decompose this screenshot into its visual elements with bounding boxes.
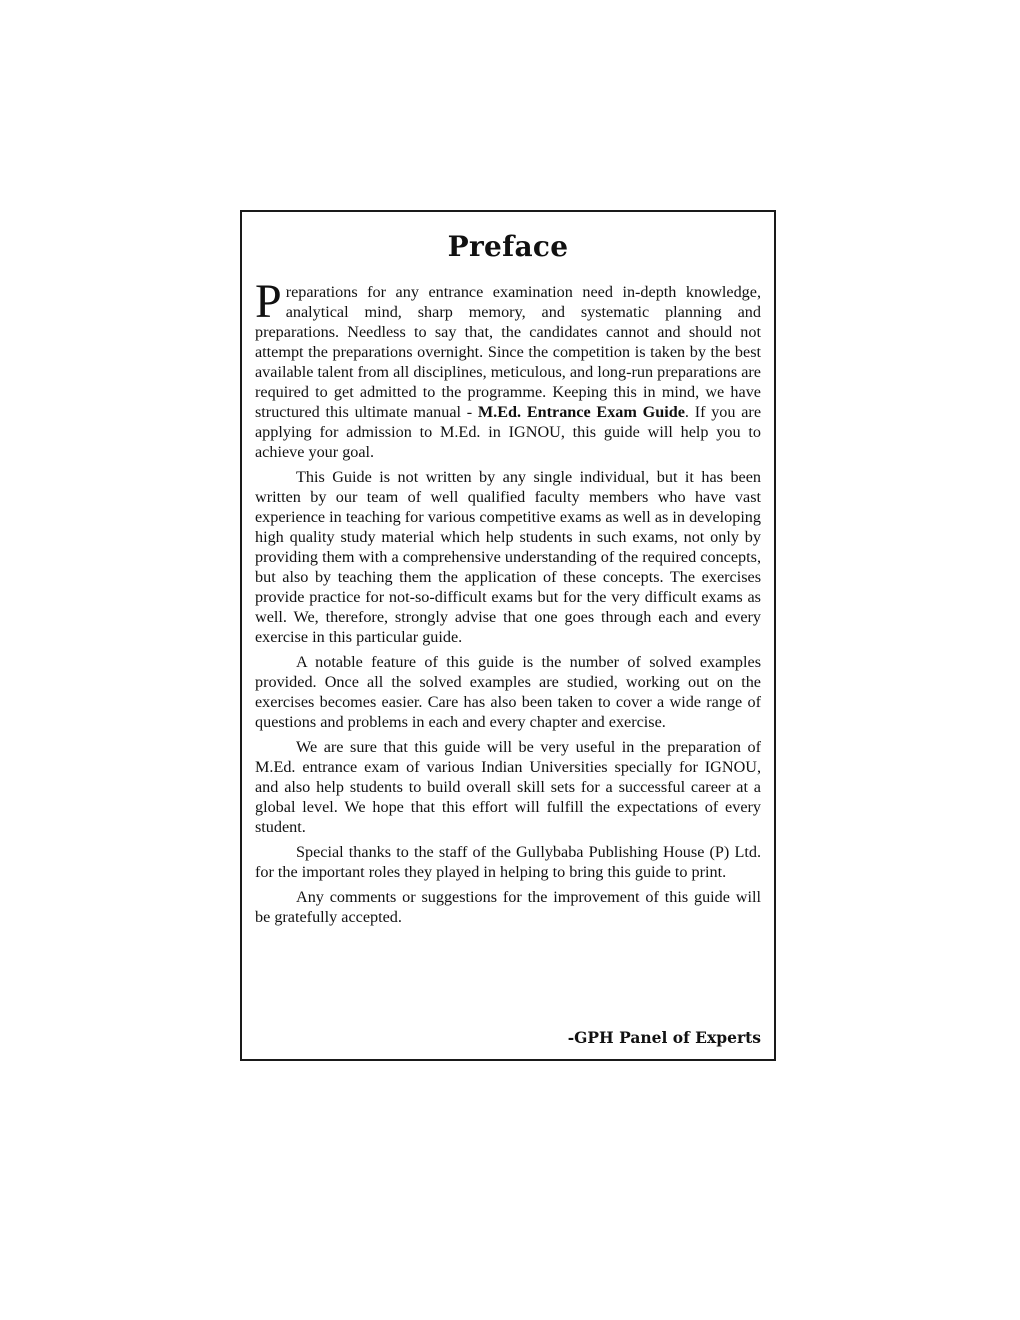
paragraph-1 — [255, 275, 762, 462]
guide-title: M.Ed. Entrance Exam Guide — [477, 403, 685, 421]
paragraph-3: A notable feature of this guide is the number of solved examples provided. Once all the solved examples are studied, working out on the exercises becomes easier. Care has also been taken to cover a wide range of questions and problems in each and every chapter and exercise. — [255, 653, 761, 731]
signature: -GPH Panel of Experts — [567, 1028, 761, 1047]
paragraph-2: This Guide is not written by any single individual, but it has been written by our team of well qualified faculty members who have vast experience in teaching for various competitive exams as well as in developing high quality study material which help students in such exams, not only by providing them with a comprehensive understanding of the required concepts, but also by teaching them the application of these concepts. The exercises provide practice for not-so-difficult exams but for the very difficult exams as well. We, therefore, strongly advise that one goes through each and every exercise in this particular guide. — [255, 468, 761, 646]
drop-cap: P — [255, 275, 282, 328]
paragraph-4: We are sure that this guide will be very useful in the preparation of M.Ed. entrance exam of various Indian Universities specially for IGNOU, and also help students to build overall skill sets for a successful career at a global level. We hope that this effort will fulfill the expectations of every student. — [255, 738, 761, 836]
paragraph-5: Special thanks to the staff of the Gullybaba Publishing House (P) Ltd. for the important roles they played in helping to bring this guide to print. — [255, 843, 761, 881]
paragraph-1-text: reparations for any entrance examination need in-depth knowledge, analytical mind, sharp memory, and systematic planning and preparations. Needless to say that, the candidates cannot and should not attempt the preparations overnight. Since the competition is taken by the best available talent from all disciplines, meticulous, and long-run preparations are required to get admitted to the programme. Keeping this in mind, we have structured this ultimate manual - — [255, 283, 761, 421]
preface-box — [240, 210, 776, 1061]
paragraph-6: Any comments or suggestions for the improvement of this guide will be gratefully accepted. — [255, 888, 761, 926]
page-title: Preface — [447, 230, 569, 263]
paragraph-1-end: . If you are applying for admission to M.Ed. in IGNOU, this guide will help you to achieve your goal. — [255, 403, 762, 461]
preface-body — [255, 275, 762, 932]
